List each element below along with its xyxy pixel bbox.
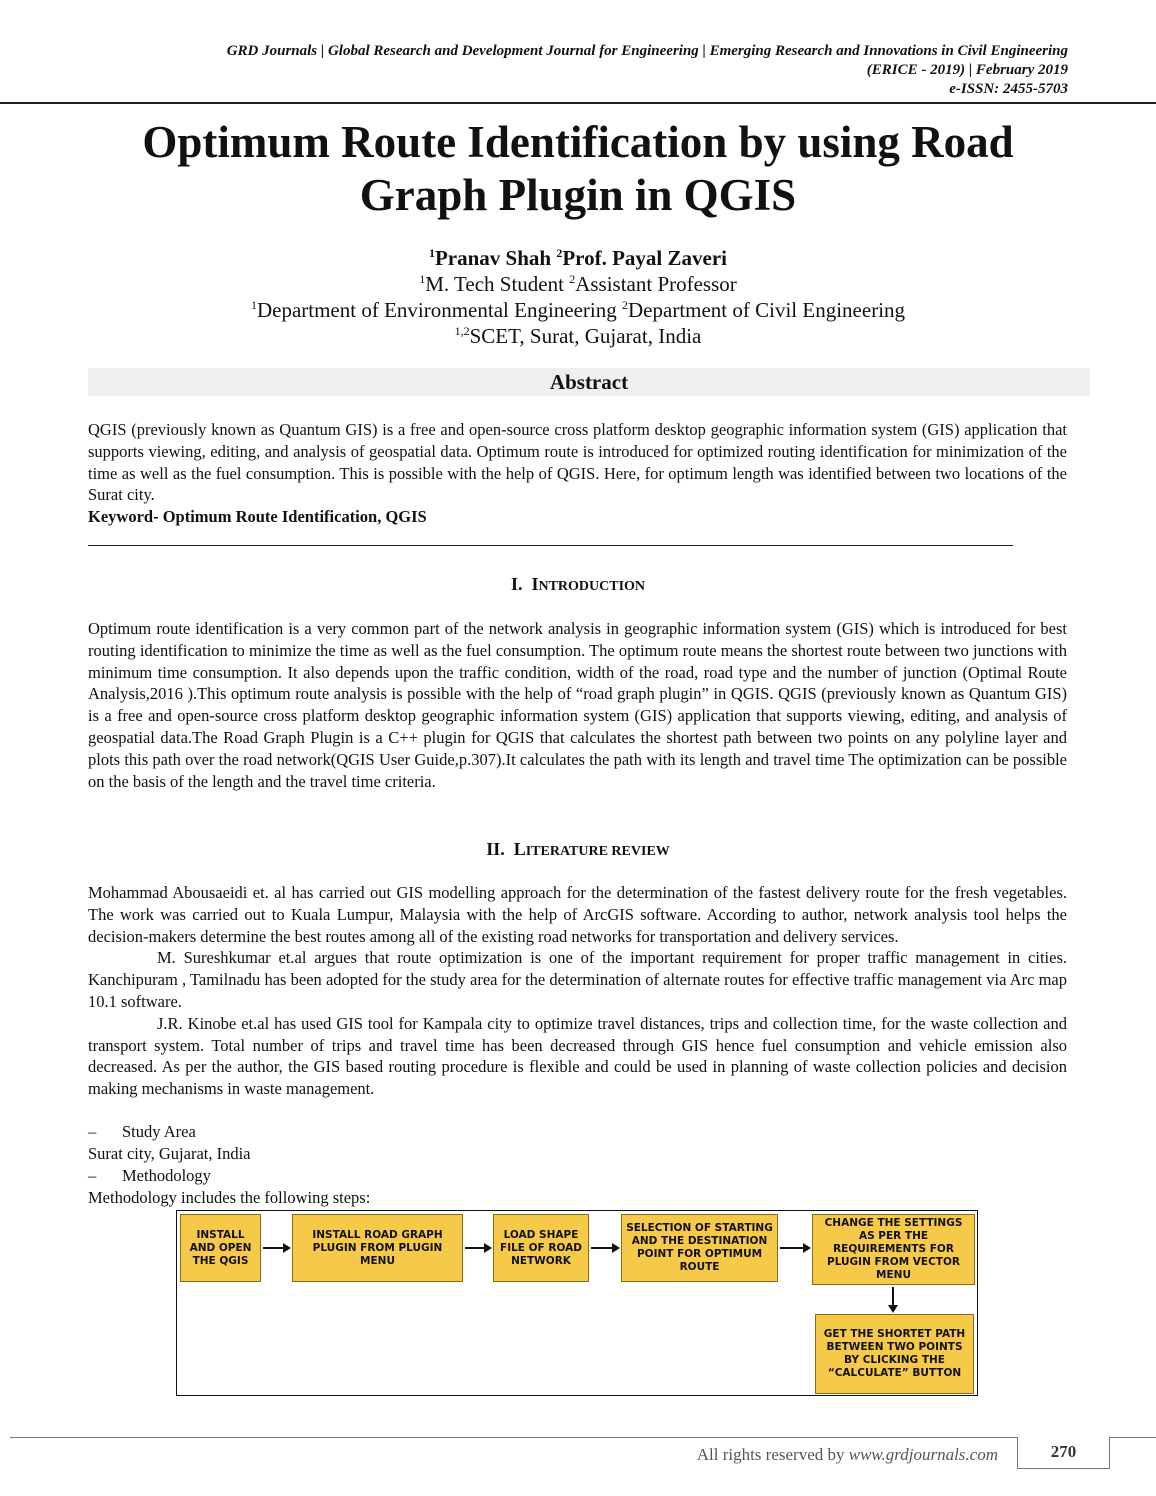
flow-arrow-4 [780, 1247, 809, 1249]
lit-paragraph-1: Mohammad Abousaeidi et. al has carried out GIS modelling approach for the determination of the fastest delivery route for the fresh vegetables. The work was carried out to Kuala Lumpur, Malaysia with the help of ArcGIS software. According to author, network analysis tool helps the decision-makers determine the best routes among all of the existing road networks for transportation and delivery services. [88, 883, 1067, 946]
study-area-text: Surat city, Gujarat, India [88, 1144, 251, 1163]
flow-arrow-5 [892, 1287, 894, 1311]
flow-arrow-2 [465, 1247, 490, 1249]
literature-review-body [88, 882, 1067, 1100]
abstract-rule [88, 545, 1013, 546]
author-2: Prof. Payal Zaveri [562, 246, 728, 270]
footer-rights: All rights reserved by www.grdjournals.com [696, 1445, 998, 1464]
list-item-methodology: – Methodology [88, 1166, 211, 1185]
introduction-body: Optimum route identification is a very common part of the network analysis in geographic information system (GIS) which is introduced for best routing identification to minimize the time as well as the fuel consumption. The optimum route means the shortest route between two junctions with minimum time consumption. It also depends upon the traffic condition, width of the road, road type and the number of junction (Optimal Route Analysis,2016 ).This optimum route analysis is possible with the help of “road graph plugin” in QGIS. QGIS (previously known as Quantum GIS) is a free and open-source cross platform desktop geographic information system (GIS) application that supports viewing, editing, and analysis of geospatial data.The Road Graph Plugin is a C++ plugin for QGIS that calculates the shortest path between two points on any polyline layer and plots this path over the road network(QGIS User Guide,p.307).It calculates the path with its length and travel time The optimization can be possible on the basis of the length and the travel time criteria. [88, 619, 1067, 791]
list-item-study-area: – Study Area [88, 1122, 196, 1141]
flow-step-4: SELECTION OF STARTING AND THE DESTINATION POINT FOR OPTIMUM ROUTE [621, 1214, 778, 1282]
flow-step-1: INSTALL AND OPEN THE QGIS [180, 1214, 261, 1282]
page-number: 270 [1017, 1437, 1110, 1469]
author-names: $^1$Pranav Shah $^2$Prof. Payal Zaveri [428, 246, 728, 270]
flow-arrow-3 [591, 1247, 618, 1249]
section-heading-introduction: I. INTRODUCTION [510, 574, 646, 594]
header-rule [0, 102, 1156, 104]
lit-paragraph-2: M. Sureshkumar et.al argues that route optimization is one of the important requirement for proper traffic management in cities. Kanchipuram , Tamilnadu has been adopted for the study area for the determination of alternate routes for effective traffic management via Arc map 10.1 software. [88, 948, 1067, 1011]
abstract-heading: Abstract [88, 368, 1090, 396]
footer-rule [10, 1437, 1017, 1438]
paper-title [0, 116, 1156, 222]
abstract-text: QGIS (previously known as Quantum GIS) is a free and open-source cross platform desktop geographic information system (GIS) application that supports viewing, editing, and analysis of geospatial data. Optimum route is introduced for optimized routing identification for minimization of the time as well as the fuel consumption. This is possible with the help of QGIS. Here, for optimum length was identified between two locations of the Surat city. [88, 420, 1067, 505]
title-line2: Graph Plugin in QGIS [359, 170, 797, 220]
author-1: Pranav Shah [434, 246, 552, 270]
section-heading-literature-review: II. LITERATURE REVIEW [486, 839, 670, 859]
journal-header-line2: (ERICE - 2019) | February 2019 [866, 62, 1068, 78]
title-line1: Optimum Route Identification by using Road [142, 117, 1014, 167]
author-roles: $^1$M. Tech Student $^2$Assistant Professor [419, 272, 737, 296]
abstract-body [88, 419, 1067, 528]
journal-header-issn: e-ISSN: 2455-5703 [949, 81, 1068, 97]
flow-arrow-1 [263, 1247, 289, 1249]
footer-rule-right [1110, 1437, 1156, 1438]
flow-step-3: LOAD SHAPE FILE OF ROAD NETWORK [493, 1214, 589, 1282]
flow-step-5: CHANGE THE SETTINGS AS PER THE REQUIREMENTS FOR PLUGIN FROM VECTOR MENU [812, 1214, 975, 1285]
footer-site-link[interactable]: www.grdjournals.com [848, 1445, 998, 1464]
author-departments: $^1$Department of Environmental Engineering $^2$Department of Civil Engineering [250, 298, 906, 322]
methodology-flowchart [176, 1210, 978, 1396]
flow-step-2: INSTALL ROAD GRAPH PLUGIN FROM PLUGIN MENU [292, 1214, 463, 1282]
keywords: Keyword- Optimum Route Identification, QGIS [88, 507, 427, 527]
journal-header-line1: GRD Journals | Global Research and Development Journal for Engineering | Emerging Research and Innovations in Civil Engineering [226, 43, 1068, 59]
methodology-text: Methodology includes the following steps: [88, 1188, 371, 1207]
lit-paragraph-3: J.R. Kinobe et.al has used GIS tool for Kampala city to optimize travel distances, trips and collection time, for the waste collection and transport system. Total number of trips and travel time has been decreased through GIS hence fuel consumption and vehicle emission also decreased. As per the author, the GIS based routing procedure is flexible and could be used in planning of waste collection policies and decision making mechanisms in waste management. [88, 1013, 1067, 1099]
author-affiliation: $^{1,2}$SCET, Surat, Gujarat, India [454, 324, 702, 348]
flow-step-6: GET THE SHORTET PATH BETWEEN TWO POINTS BY CLICKING THE “CALCULATE” BUTTON [815, 1314, 974, 1394]
